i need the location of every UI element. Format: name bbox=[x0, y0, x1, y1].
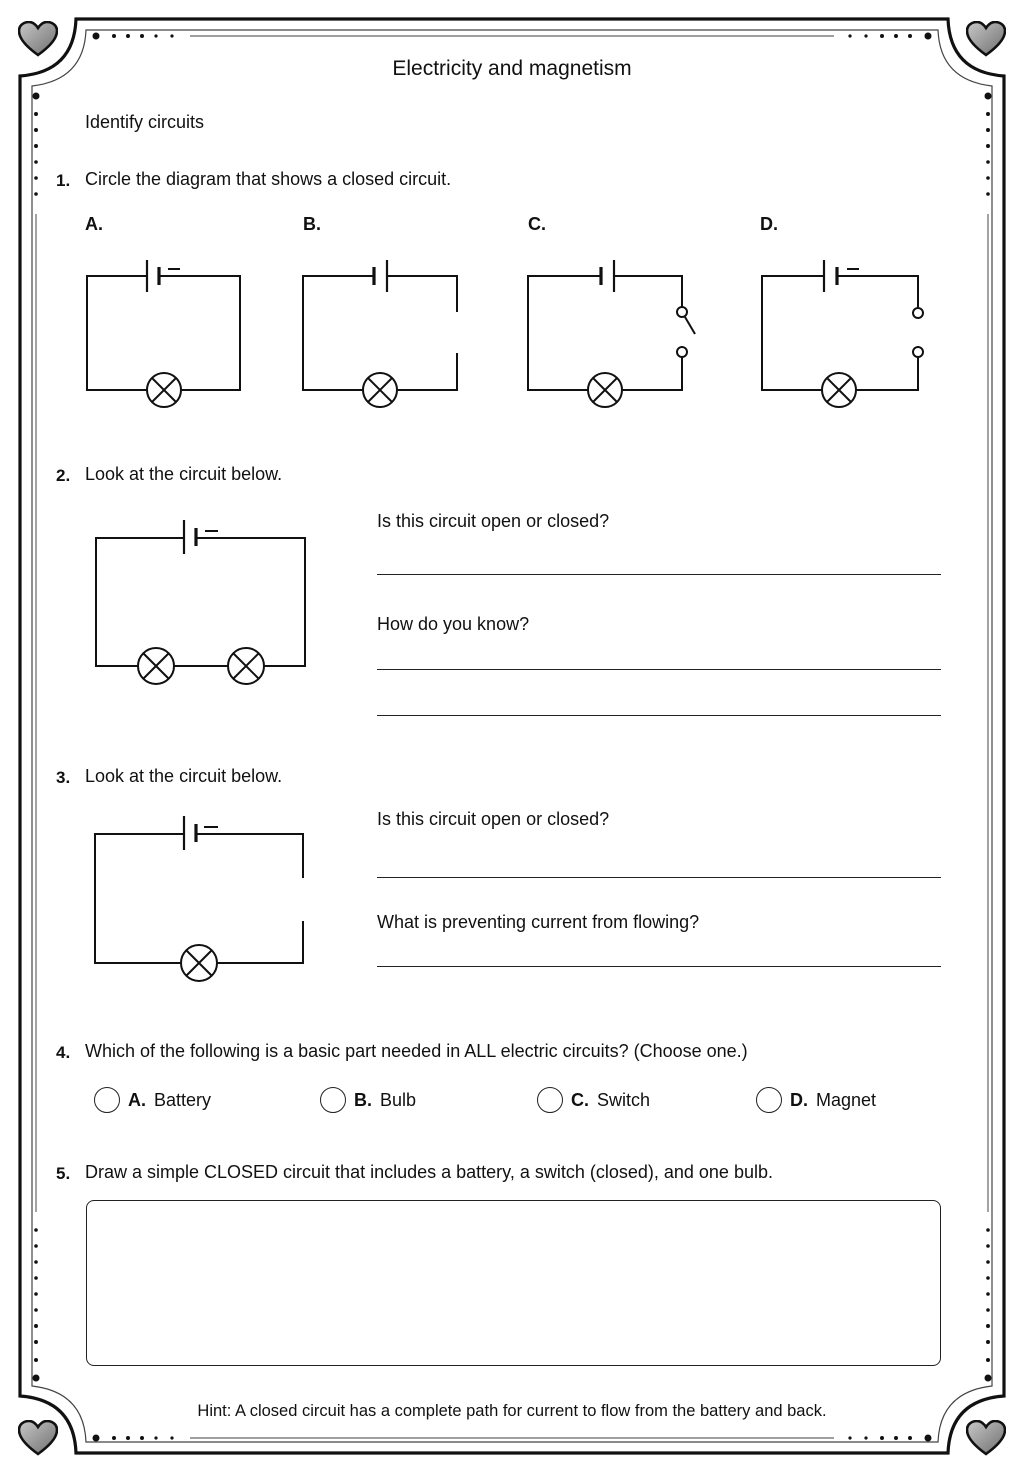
drawing-box[interactable] bbox=[86, 1200, 941, 1366]
heart-icon bbox=[19, 1421, 57, 1454]
question-4-number: 4. bbox=[56, 1043, 71, 1062]
question-2-number: 2. bbox=[56, 466, 71, 485]
question-2-prompt-open-closed: Is this circuit open or closed? bbox=[377, 511, 610, 531]
question-3-circuit bbox=[88, 808, 313, 988]
radio-button[interactable] bbox=[94, 1087, 120, 1113]
heart-icon bbox=[967, 22, 1005, 55]
radio-button[interactable] bbox=[320, 1087, 346, 1113]
question-4-text: Which of the following is a basic part needed in ALL electric circuits? (Choose one.) bbox=[85, 1041, 748, 1061]
page-title: Electricity and magnetism bbox=[392, 57, 632, 80]
circuit-d-diagram[interactable] bbox=[755, 250, 930, 415]
question-5-text: Draw a simple CLOSED circuit that includes a battery, a switch (closed), and one bulb. bbox=[85, 1162, 773, 1182]
radio-button[interactable] bbox=[756, 1087, 782, 1113]
option-b-label: B. bbox=[303, 214, 321, 234]
question-3-text: Look at the circuit below. bbox=[85, 766, 283, 786]
heart-icon bbox=[19, 22, 57, 55]
choice-a[interactable] bbox=[94, 1087, 211, 1113]
question-2-text: Look at the circuit below. bbox=[85, 464, 283, 484]
answer-line[interactable] bbox=[377, 966, 941, 967]
choice-text: Switch bbox=[597, 1089, 651, 1110]
choice-text: Magnet bbox=[816, 1089, 877, 1110]
choice-letter: D. bbox=[790, 1089, 808, 1110]
circuit-c-diagram[interactable] bbox=[521, 250, 706, 415]
answer-line[interactable] bbox=[377, 669, 941, 670]
heart-icon bbox=[967, 1421, 1005, 1454]
answer-line[interactable] bbox=[377, 574, 941, 575]
radio-button[interactable] bbox=[537, 1087, 563, 1113]
option-c-label: C. bbox=[528, 214, 546, 234]
question-1-text: Circle the diagram that shows a closed circuit. bbox=[85, 169, 452, 189]
choice-d[interactable] bbox=[756, 1087, 876, 1113]
choice-letter: B. bbox=[354, 1089, 372, 1110]
option-a-label: A. bbox=[85, 214, 103, 234]
choice-letter: C. bbox=[571, 1089, 589, 1110]
question-5-number: 5. bbox=[56, 1164, 71, 1183]
question-1-number: 1. bbox=[56, 171, 71, 190]
circuit-b-diagram[interactable] bbox=[296, 250, 466, 415]
choice-text: Battery bbox=[154, 1089, 212, 1110]
question-2-circuit bbox=[88, 508, 313, 688]
question-3-prompt-preventing: What is preventing current from flowing? bbox=[377, 912, 700, 932]
choice-letter: A. bbox=[128, 1089, 146, 1110]
choice-b[interactable] bbox=[320, 1087, 416, 1113]
question-2-prompt-how: How do you know? bbox=[377, 614, 530, 634]
hint-text: Hint: A closed circuit has a complete path for current to flow from the battery and back. bbox=[197, 1402, 827, 1420]
answer-line[interactable] bbox=[377, 715, 941, 716]
option-d-label: D. bbox=[760, 214, 778, 234]
question-3-prompt-open-closed: Is this circuit open or closed? bbox=[377, 809, 610, 829]
choice-text: Bulb bbox=[380, 1089, 417, 1110]
choice-c[interactable] bbox=[537, 1087, 650, 1113]
section-heading: Identify circuits bbox=[85, 112, 205, 132]
circuit-a-diagram[interactable] bbox=[80, 250, 250, 415]
answer-line[interactable] bbox=[377, 877, 941, 878]
question-3-number: 3. bbox=[56, 768, 71, 787]
